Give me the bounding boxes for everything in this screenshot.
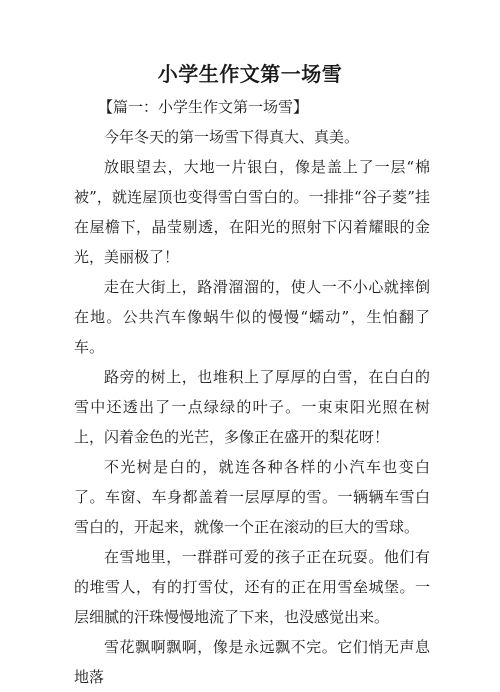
paragraph-6: 在雪地里，一群群可爱的孩子正在玩耍。他们有的堆雪人，有的打雪仗，还有的正在用雪垒城堡。一层细腻的汗珠慢慢地流了下来，也没感觉出来。 [74,548,430,626]
paragraph-7: 雪花飘啊飘啊，像是永远飘不完。它们悄无声息地落 [74,638,430,686]
document-body [74,92,430,692]
paragraph-2: 放眼望去，大地一片银白，像是盖上了一层“棉被”，就连屋顶也变得雪白雪白的。一排排“谷子菱”挂在屋檐下，晶莹剔透，在阳光的照射下闪着耀眼的金光，美丽极了！ [74,158,430,266]
document-title: 小学生作文第一场雪 [157,62,343,86]
paragraph-3: 走在大街上，路滑溜溜的，使人一不小心就摔倒在地。公共汽车像蜗牛似的慢慢“蠕动”，生怕翻了车。 [74,278,430,356]
paragraph-4: 路旁的树上，也堆积上了厚厚的白雪，在白白的雪中还透出了一点绿绿的叶子。一束束阳光照在树上，闪着金色的光芒，多像正在盛开的梨花呀！ [74,368,430,446]
paragraph-5: 不光树是白的，就连各种各样的小汽车也变白了。车窗、车身都盖着一层厚厚的雪。一辆辆车雪白雪白的，开起来，就像一个正在滚动的巨大的雪球。 [74,458,430,536]
paragraph-1: 今年冬天的第一场雪下得真大、真美。 [104,128,360,146]
section-heading: 【篇一：小学生作文第一场雪】 [98,98,309,116]
